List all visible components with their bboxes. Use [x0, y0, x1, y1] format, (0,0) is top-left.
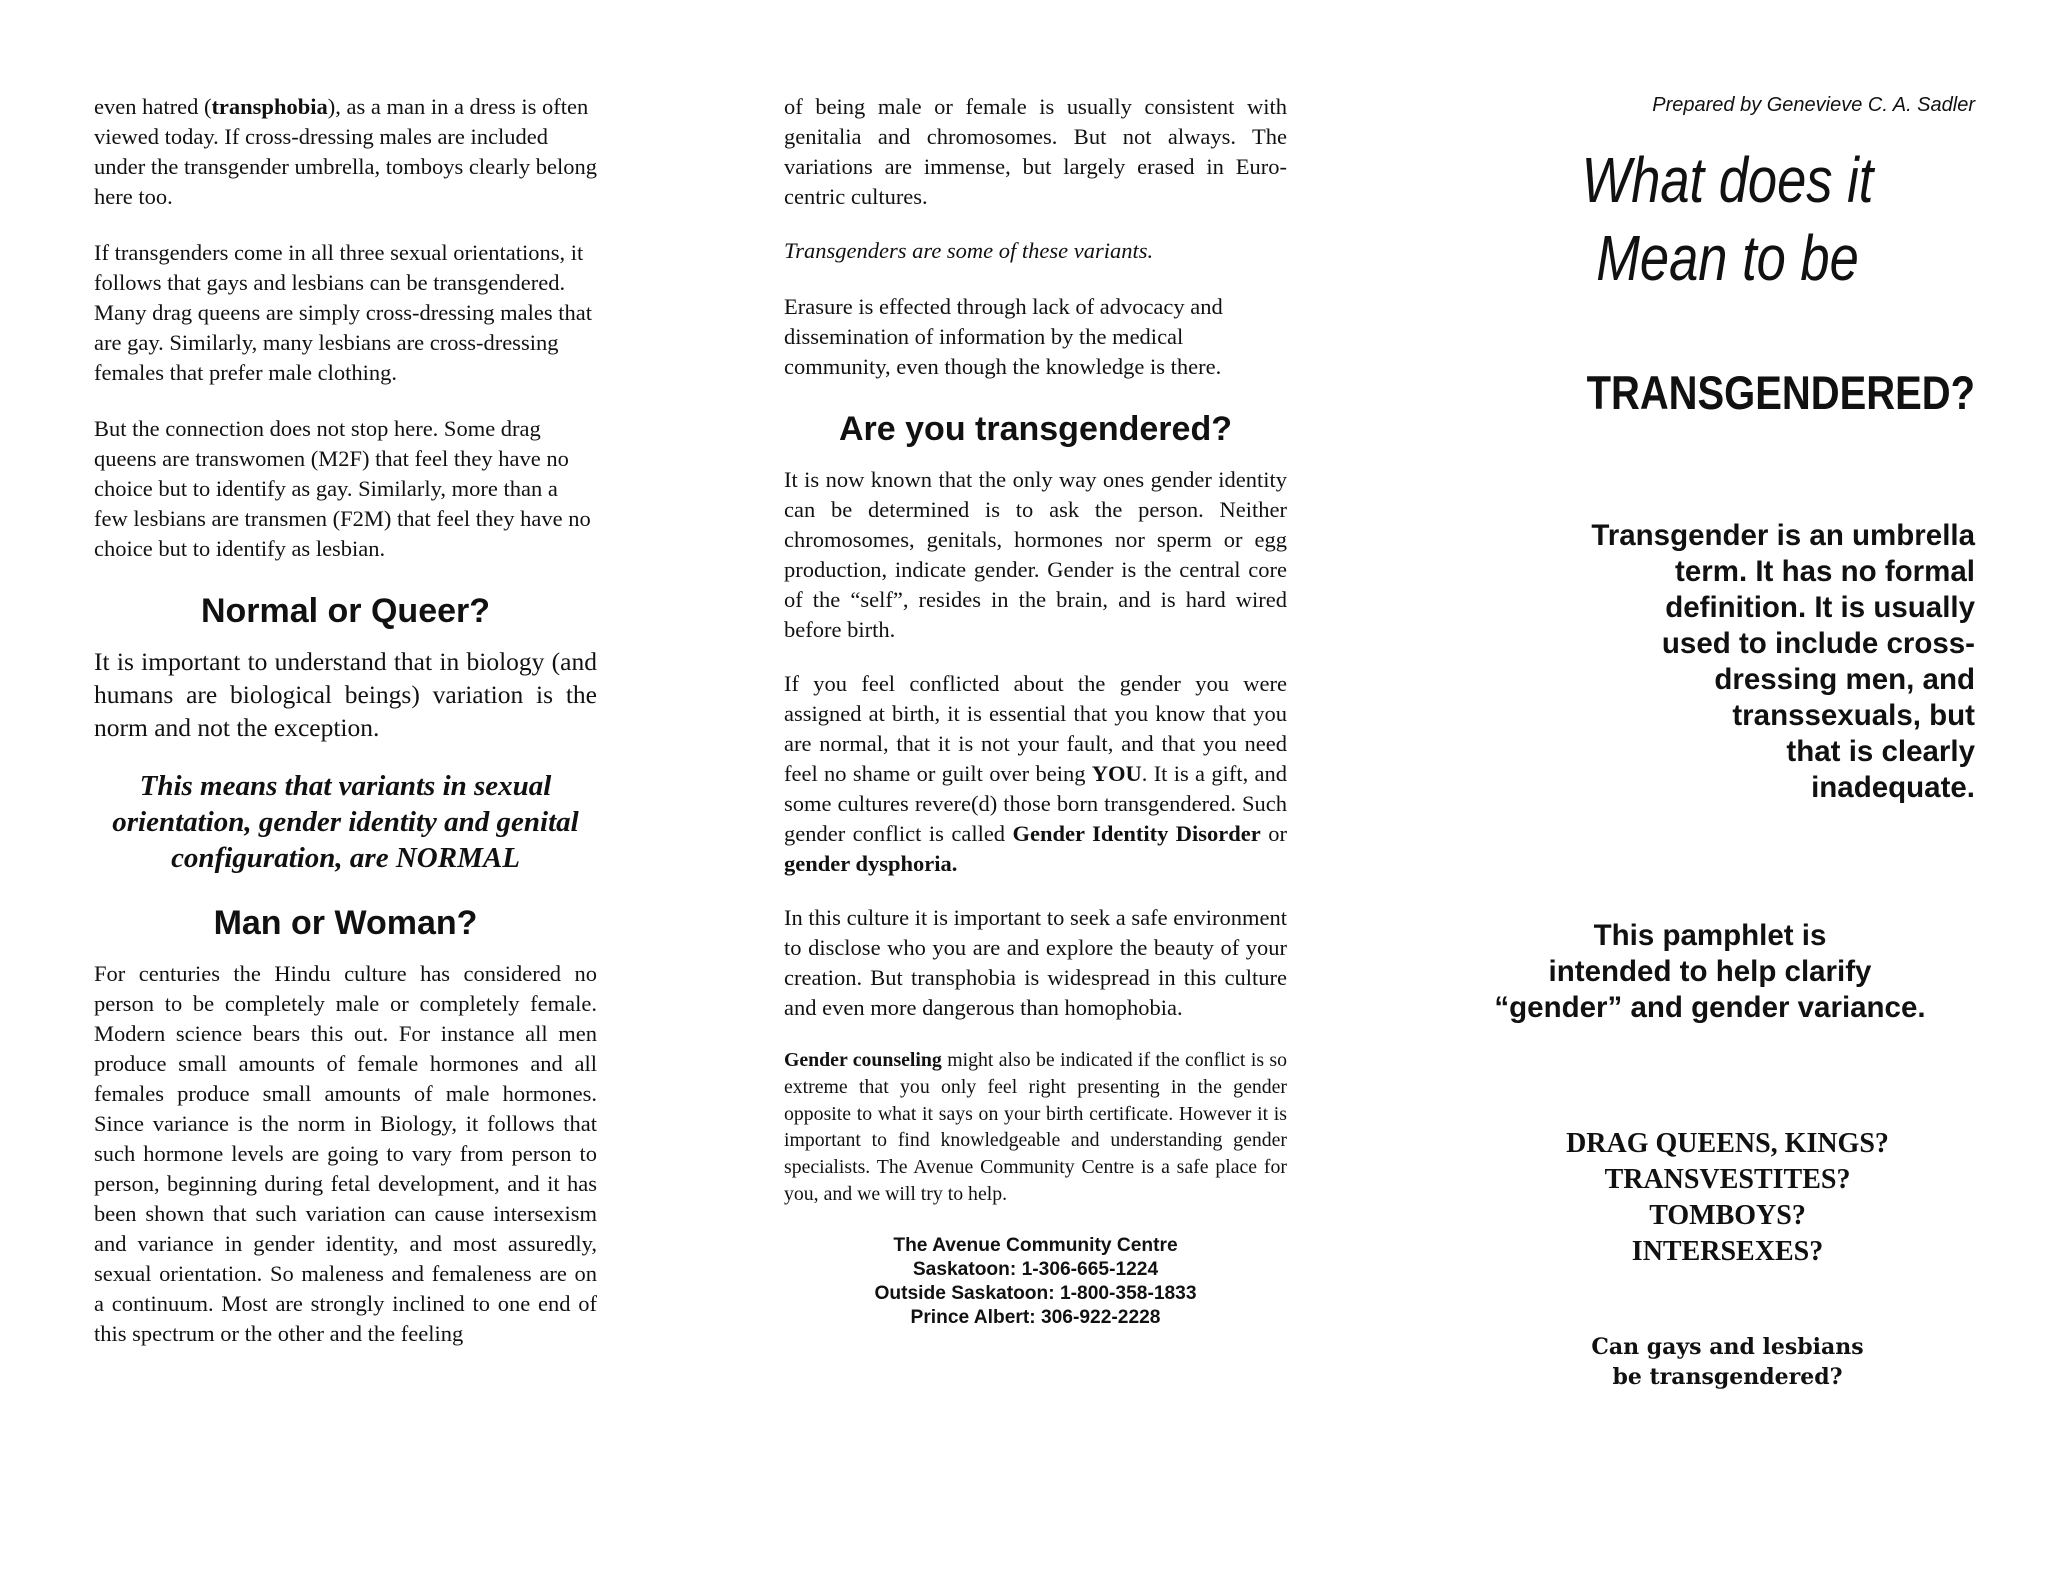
- question-line: TOMBOYS?: [1649, 1200, 1806, 1231]
- contact-block: [784, 1234, 1287, 1330]
- bold-term: Gender Identity Disorder: [1012, 821, 1261, 846]
- bold-term: gender dysphoria.: [784, 851, 958, 876]
- text-run: . It is a gift, and some cultures revere(d) those born transgendered. Such gender conflict is called: [784, 761, 1287, 846]
- definition-line: term. It has no formal: [1675, 555, 1975, 588]
- heading-are-you-transgendered: Are you transgendered?: [839, 410, 1232, 448]
- erasure-paragraph: Erasure is effected through lack of advocacy and dissemination of information by the medical community, even though the knowledge is there.: [784, 294, 1223, 379]
- bold-term: transphobia: [211, 94, 328, 119]
- definition-line: that is clearly: [1786, 735, 1975, 768]
- heading-man-or-woman: Man or Woman?: [213, 904, 478, 942]
- definition-line: dressing men, and: [1714, 663, 1975, 696]
- definition-line: used to include cross-: [1661, 627, 1975, 660]
- contact-org-name: The Avenue Community Centre: [893, 1234, 1178, 1256]
- conflicted-paragraph: [784, 669, 1287, 879]
- text-run: even hatred (: [94, 94, 212, 119]
- cover-title: [1525, 141, 1931, 297]
- can-gays-question: [1480, 1332, 1975, 1392]
- cover-title-transgendered: TRANSGENDERED?: [1586, 366, 1975, 419]
- purpose-line: intended to help clarify: [1548, 955, 1872, 988]
- title-line: What does it: [1581, 144, 1874, 216]
- middle-panel: [784, 92, 1287, 1330]
- definition-line: transsexuals, but: [1732, 699, 1975, 732]
- text-run: might also be indicated if the conflict is so extreme that you only feel right presenting in the gender opposite to what it says on your birth certificate. However it is important to find knowledgeable and understanding gender specialists. The Avenue Community Centre is a safe place for you, and we will try to help.: [784, 1049, 1287, 1205]
- biology-paragraph: It is important to understand that in biology (and humans are biological beings) variation is the norm and not the exception.: [94, 647, 597, 742]
- counseling-paragraph: [784, 1047, 1287, 1208]
- left-panel: [94, 92, 597, 1349]
- variants-line: Transgenders are some of these variants.: [784, 238, 1154, 263]
- text-run: If you feel conflicted about the gender you were assigned at birth, it is essential that you know that you are normal, that it is not your fault, and that you need feel no shame or guilt over being: [784, 671, 1287, 786]
- bold-term: YOU: [1091, 761, 1142, 786]
- pamphlet-purpose: [1460, 918, 1960, 1026]
- umbrella-definition: [1480, 518, 1975, 806]
- question-line: INTERSEXES?: [1631, 1236, 1824, 1267]
- orientations-paragraph: If transgenders come in all three sexual orientations, it follows that gays and lesbians can be transgendered. Many drag queens are simply cross-dressing males that are gay. Similarly, many lesbians are cross-dressing females that prefer male clothing.: [94, 240, 592, 385]
- title-line: Mean to be: [1596, 222, 1859, 294]
- purpose-line: This pamphlet is: [1593, 919, 1827, 952]
- connection-paragraph: But the connection does not stop here. Some drag queens are transwomen (M2F) that feel they have no choice but to identify as gay. Similarly, more than a few lesbians are transmen (F2M) that feel they have no choice but to identify as lesbian.: [94, 416, 591, 561]
- author-credit: Prepared by Genevieve C. A. Sadler: [1652, 94, 1975, 116]
- contact-phone-prince-albert[interactable]: Prince Albert: 306-922-2228: [910, 1306, 1161, 1328]
- definition-line: Transgender is an umbrella: [1591, 519, 1975, 552]
- hindu-paragraph: For centuries the Hindu culture has considered no person to be completely male or completely female. Modern science bears this out. For instance all men produce small amounts of female hormones and all females produce small amounts of male hormones. Since variance is the norm in Biology, it follows that such hormone levels are going to vary from person to person, beginning during fetal development, and it has been shown that such variation can cause intersexism and variance in gender identity, and most assuredly, sexual orientation. So maleness and femaleness are on a continuum. Most are strongly inclined to one end of this spectrum or the other and the feeling: [94, 961, 597, 1346]
- cover-panel: [1480, 92, 1975, 1392]
- text-run: or: [1260, 821, 1287, 846]
- question-line: TRANSVESTITES?: [1604, 1164, 1851, 1195]
- safe-environment-paragraph: In this culture it is important to seek a safe environment to disclose who you are and explore the beauty of your creation. But transphobia is widespread in this culture and even more dangerous than homophobia.: [784, 905, 1287, 1020]
- bold-term: Gender counseling: [784, 1049, 942, 1071]
- contact-phone-saskatoon[interactable]: Saskatoon: 1-306-665-1224: [912, 1258, 1159, 1280]
- gender-variant-questions: [1480, 1126, 1975, 1270]
- definition-line: definition. It is usually: [1665, 591, 1975, 624]
- question-line: Can gays and lesbians: [1591, 1334, 1864, 1360]
- definition-line: inadequate.: [1811, 771, 1975, 804]
- question-line: be transgendered?: [1612, 1364, 1843, 1390]
- heading-normal-or-queer: Normal or Queer?: [200, 592, 491, 630]
- identity-paragraph: It is now known that the only way ones gender identity can be determined is to ask the person. Neither chromosomes, genitals, hormones nor sperm or egg production, indicate gender. Gender is the central core of the “self”, resides in the brain, and is hard wired before birth.: [784, 467, 1287, 642]
- purpose-line: “gender” and gender variance.: [1494, 991, 1926, 1024]
- question-line: DRAG QUEENS, KINGS?: [1566, 1128, 1889, 1159]
- normal-statement: This means that variants in sexual orientation, gender identity and genital configuration, are NORMAL: [112, 770, 579, 874]
- text-run: ), as a man in a dress is often viewed today. If cross-dressing males are included under the transgender umbrella, tomboys clearly belong here too.: [94, 94, 597, 209]
- contact-phone-outside[interactable]: Outside Saskatoon: 1-800-358-1833: [874, 1282, 1197, 1304]
- consistency-paragraph: of being male or female is usually consistent with genitalia and chromosomes. But not always. The variations are immense, but largely erased in Euro-centric cultures.: [784, 94, 1287, 209]
- transphobia-paragraph: [94, 92, 597, 212]
